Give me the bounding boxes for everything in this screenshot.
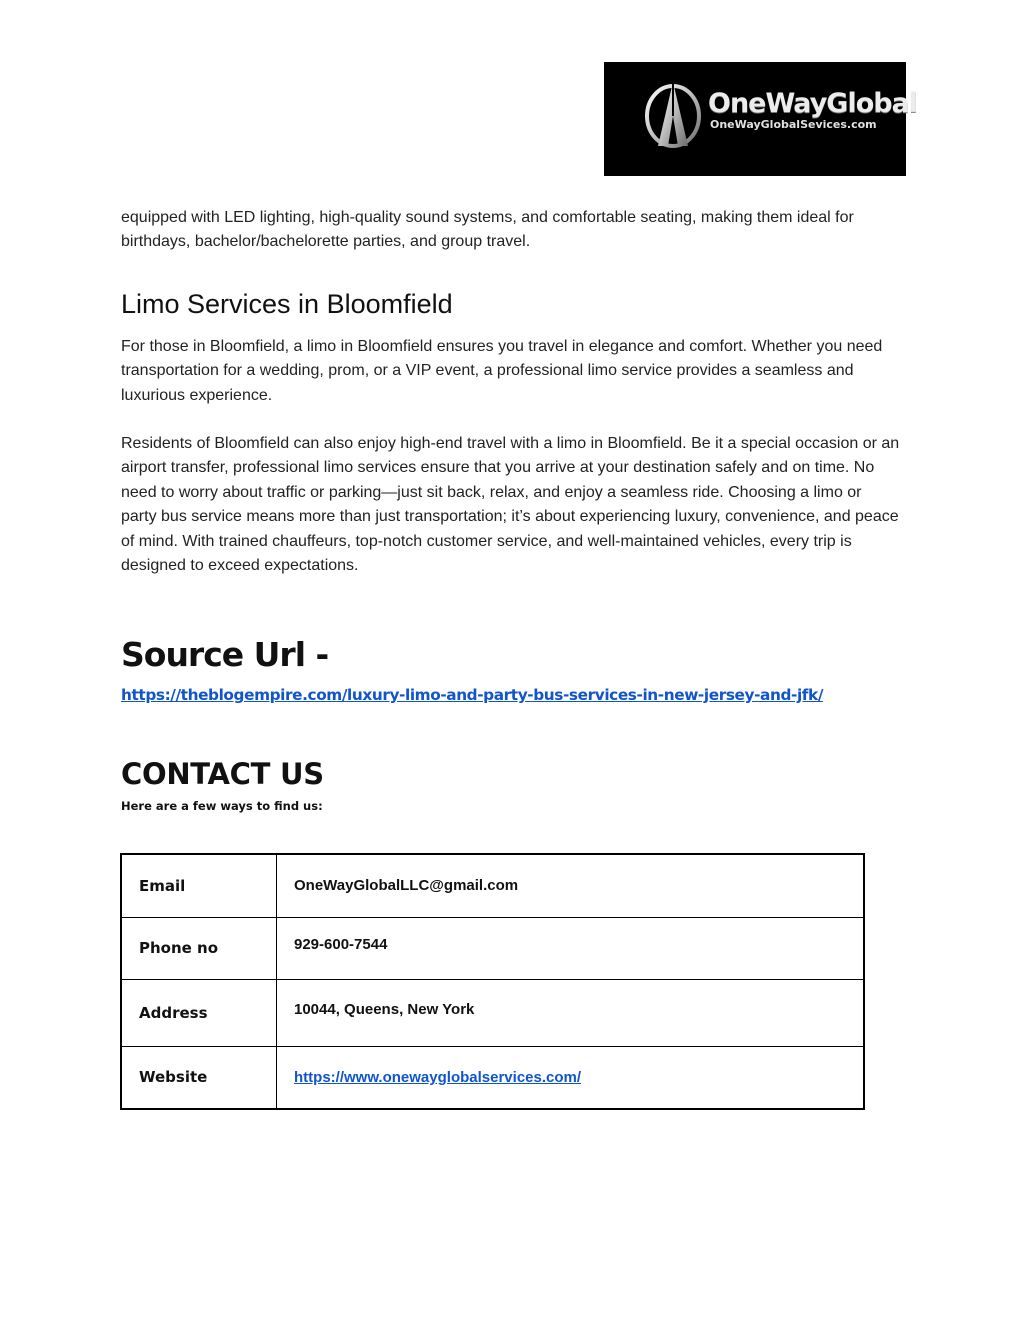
section-paragraph-2: Residents of Bloomfield can also enjoy high-end travel with a limo in Bloomfield. Be it a special occasion or an airport transfer, professional limo services ensure that you arrive at your destination safely and on time. No need to worry about traffic or parking—just sit back, relax, and enjoy a seamless ride. Choosing a limo or party bus service means more than just transportation; it’s about experiencing luxury, convenience, and peace of mind. With trained chauffeurs, top-notch customer service, and well-maintained vehicles, every trip is designed to exceed expectations. [121, 435, 900, 575]
contact-heading: CONTACT US [121, 757, 324, 791]
website-value [277, 1046, 865, 1109]
source-url-heading: Source Url - [121, 635, 329, 674]
company-logo [604, 62, 918, 176]
contact-table [120, 853, 865, 1110]
section-heading: Limo Services in Bloomfield [121, 289, 453, 319]
email-label: Email [121, 854, 277, 917]
table-row [121, 854, 864, 917]
website-link[interactable]: https://www.onewayglobalservices.com/ [294, 1068, 582, 1086]
website-label: Website [121, 1046, 277, 1109]
logo-name: OneWayGlobal [708, 88, 918, 119]
road-arrow-logo-icon [644, 76, 702, 152]
source-url-link[interactable]: https://theblogempire.com/luxury-limo-and-party-bus-services-in-new-jersey-and-jfk/ [121, 686, 824, 704]
address-value [277, 979, 865, 1046]
address-label: Address [121, 979, 277, 1046]
address-value-text: 10044, Queens, New York [294, 1000, 475, 1018]
table-row [121, 979, 864, 1046]
email-value: OneWayGlobalLLC@gmail.com [277, 854, 865, 917]
logo-url: OneWayGlobalSevices.com [710, 118, 877, 131]
table-row [121, 1046, 864, 1109]
contact-subheading: Here are a few ways to find us: [121, 799, 323, 813]
phone-value [277, 917, 865, 979]
table-row [121, 917, 864, 979]
phone-label: Phone no [121, 917, 277, 979]
intro-paragraph: equipped with LED lighting, high-quality sound systems, and comfortable seating, making them ideal for birthdays, bachelor/bachelorette parties, and group travel. [121, 209, 854, 251]
phone-value-text: 929-600-7544 [294, 935, 388, 953]
section-paragraph-1: For those in Bloomfield, a limo in Bloomfield ensures you travel in elegance and comfort. Whether you need transportation for a wedding, prom, or a VIP event, a professional limo service provides a seamless and luxurious experience. [121, 338, 883, 404]
